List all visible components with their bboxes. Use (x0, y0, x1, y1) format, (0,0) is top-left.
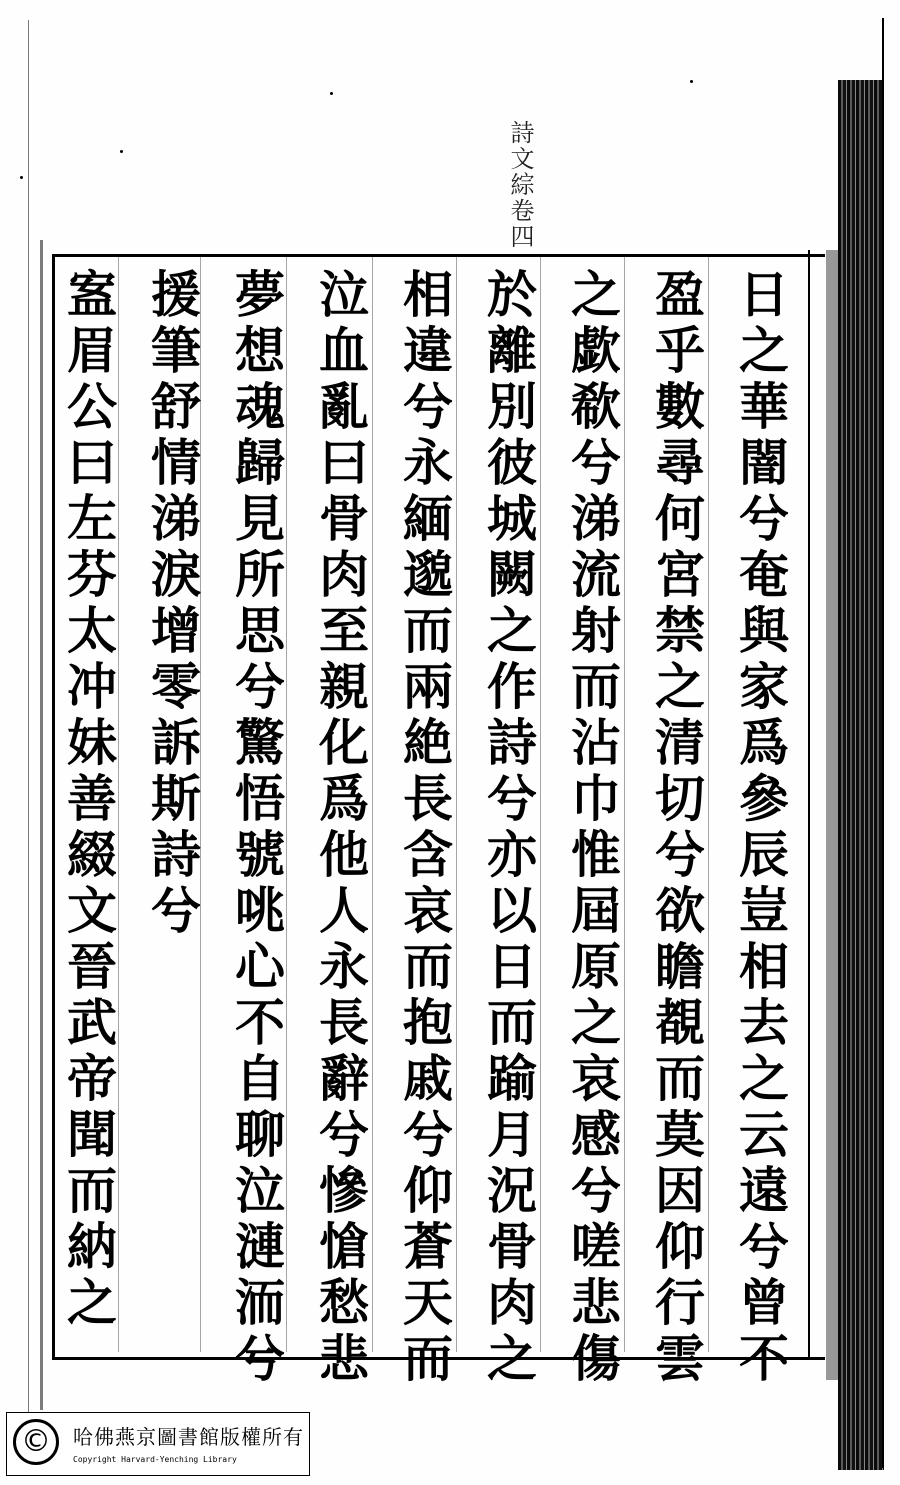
text-column-1: 日之華闇兮奄與家爲參辰豈相去之云遠兮曾不 (731, 268, 790, 1388)
page-edge-shadow (40, 240, 43, 1410)
column-rule (540, 257, 541, 1352)
text-column-7: 夢想魂歸見所思兮驚悟號咷心不自聊泣漣洏兮 (227, 268, 286, 1388)
column-rule (372, 257, 373, 1352)
speck (120, 150, 123, 153)
right-edge-rule (882, 18, 884, 1468)
column-rule (456, 257, 457, 1352)
copyright-icon: © (13, 1419, 59, 1465)
running-header: 詩文綜卷四 (506, 120, 534, 250)
book-binding (838, 80, 884, 1470)
column-rule (624, 257, 625, 1352)
text-column-4: 於離別彼城闕之作詩兮亦以日而踰月況骨肉之 (479, 268, 538, 1388)
text-column-9-commentary: 䀂眉公曰左芬太冲妹善綴文晉武帝聞而納之 (59, 268, 118, 1332)
speck (330, 92, 333, 95)
binding-shadow (826, 250, 838, 1380)
speck (690, 80, 693, 83)
copyright-stamp (6, 1412, 310, 1476)
speck (20, 176, 23, 179)
column-rule (118, 257, 119, 1352)
text-column-2: 盈乎數尋何宮禁之清切兮欲瞻覩而莫因仰行雲 (647, 268, 706, 1388)
page-edge-left (28, 20, 29, 1430)
text-column-8: 援筆舒情涕淚增零訴斯詩兮 (143, 268, 202, 940)
text-column-6: 泣血亂曰骨肉至親化爲他人永長辭兮慘愴愁悲 (311, 268, 370, 1388)
text-column-5: 相違兮永緬邈而兩絶長含哀而抱戚兮仰蒼天而 (395, 268, 454, 1388)
column-rule (286, 257, 287, 1352)
copyright-chinese: 哈佛燕京圖書館版權所有 (73, 1425, 304, 1449)
copyright-english: Copyright Harvard-Yenching Library (73, 1455, 237, 1464)
text-column-3: 之歔欷兮涕流射而沾巾惟屆原之哀感兮嗟悲傷 (563, 268, 622, 1388)
column-rule (708, 257, 709, 1352)
